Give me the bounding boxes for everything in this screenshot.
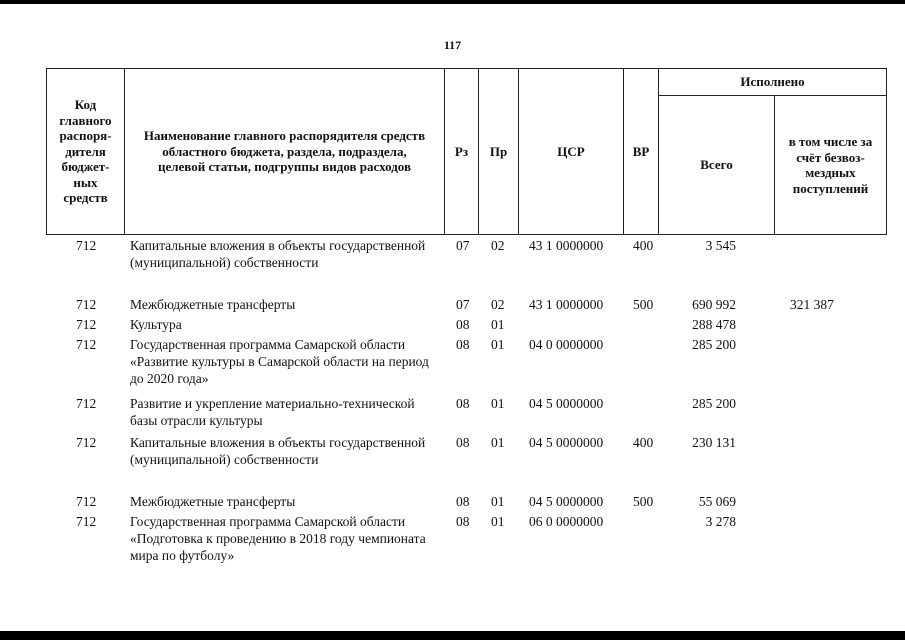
row-rz: 08 xyxy=(456,514,470,529)
row-csr: 04 5 0000000 xyxy=(529,396,604,411)
header-code: Код главного распоря- дителя бюджет- ных средств xyxy=(46,68,125,235)
row-pr: 01 xyxy=(491,514,505,529)
row-pr: 02 xyxy=(491,238,505,253)
row-code: 712 xyxy=(76,514,97,529)
row-csr: 04 5 0000000 xyxy=(529,494,604,509)
row-total: 285 200 xyxy=(692,337,736,352)
row-name: Развитие и укрепление материально-технической базы отрасли культуры xyxy=(130,396,415,428)
row-total: 288 478 xyxy=(692,317,736,332)
row-total: 3 278 xyxy=(705,514,736,529)
row-name: Капитальные вложения в объекты государственной (муниципальной) собственности xyxy=(130,435,426,467)
page-number: 117 xyxy=(443,38,462,52)
header-pr: Пр xyxy=(478,68,519,235)
row-total: 230 131 xyxy=(692,435,736,450)
row-pr: 01 xyxy=(491,396,505,411)
row-total: 55 069 xyxy=(698,494,736,509)
header-csr: ЦСР xyxy=(518,68,624,235)
row-total: 3 545 xyxy=(705,238,736,253)
row-name: Государственная программа Самарской области «Развитие культуры в Самарской области на период до 2020 года» xyxy=(130,337,429,386)
row-rz: 07 xyxy=(456,238,470,253)
row-pr: 01 xyxy=(491,435,505,450)
row-gratuitous: 321 387 xyxy=(790,297,834,312)
row-name: Межбюджетные трансферты xyxy=(130,494,296,509)
row-rz: 08 xyxy=(456,337,470,352)
header-name: Наименование главного распорядителя средств областного бюджета, раздела, подраздела, целевой статьи, подгруппы видов расходов xyxy=(124,68,445,235)
row-total: 690 992 xyxy=(692,297,736,312)
row-csr: 43 1 0000000 xyxy=(529,238,604,253)
row-code: 712 xyxy=(76,238,97,253)
row-rz: 08 xyxy=(456,435,470,450)
header-rz: Рз xyxy=(444,68,479,235)
row-code: 712 xyxy=(76,435,97,450)
row-pr: 02 xyxy=(491,297,505,312)
row-vr: 500 xyxy=(633,297,654,312)
header-total: Всего xyxy=(658,95,775,235)
row-code: 712 xyxy=(76,396,97,411)
row-pr: 01 xyxy=(491,494,505,509)
row-rz: 07 xyxy=(456,297,470,312)
row-rz: 08 xyxy=(456,317,470,332)
row-vr: 400 xyxy=(633,435,654,450)
row-name: Капитальные вложения в объекты государственной (муниципальной) собственности xyxy=(130,238,426,270)
row-csr: 04 0 0000000 xyxy=(529,337,604,352)
row-vr: 400 xyxy=(633,238,654,253)
row-csr: 04 5 0000000 xyxy=(529,435,604,450)
row-code: 712 xyxy=(76,317,97,332)
row-rz: 08 xyxy=(456,494,470,509)
header-vr: ВР xyxy=(623,68,659,235)
row-pr: 01 xyxy=(491,337,505,352)
row-csr: 43 1 0000000 xyxy=(529,297,604,312)
bottom-border xyxy=(0,631,905,640)
row-code: 712 xyxy=(76,337,97,352)
top-border xyxy=(0,0,905,4)
row-total: 285 200 xyxy=(692,396,736,411)
row-name: Государственная программа Самарской области «Подготовка к проведению в 2018 году чемпионата мира по футболу» xyxy=(130,514,426,563)
row-pr: 01 xyxy=(491,317,505,332)
row-name: Межбюджетные трансферты xyxy=(130,297,296,312)
row-name: Культура xyxy=(130,317,182,332)
header-executed: Исполнено xyxy=(658,68,887,96)
row-csr: 06 0 0000000 xyxy=(529,514,604,529)
header-gratuitous: в том числе за счёт безвоз- мездных поступлений xyxy=(774,95,887,235)
row-vr: 500 xyxy=(633,494,654,509)
row-code: 712 xyxy=(76,297,97,312)
row-rz: 08 xyxy=(456,396,470,411)
row-code: 712 xyxy=(76,494,97,509)
